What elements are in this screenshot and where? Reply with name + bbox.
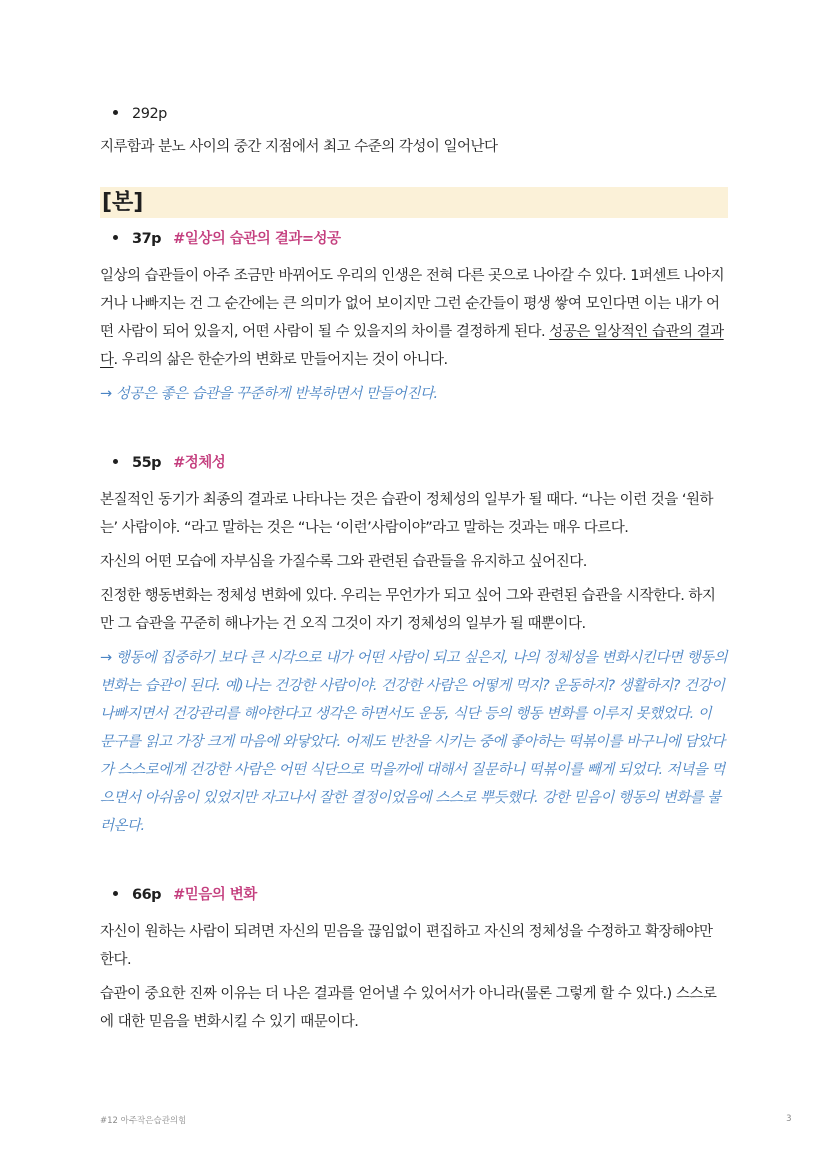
body-paragraph [100,262,728,374]
hashtag: #일상의 습관의 결과=성공 [173,231,341,247]
bullet-66p [100,878,728,912]
underlined-text: 성공은 일상적인 습관의 결과다 [100,324,724,368]
body-paragraph: 진정한 행동변화는 정체성 변화에 있다. 우리는 무언가가 되고 싶어 그와 관련된 습관을 시작한다. 하지만 그 습관을 꾸준히 해나가는 건 오직 그것이 자기 정체성의 일부가 될 때뿐이다. [100,588,716,632]
body-paragraph: 자신이 원하는 사람이 되려면 자신의 믿음을 끊임없이 편집하고 자신의 정체성을 수정하고 확장해야만 한다. [100,924,713,968]
bullet-292p [100,97,728,131]
page-ref: 66p [132,887,162,903]
paragraph-text-end: . 우리의 삶은 한순가의 변화로 만들어지는 것이 아니다. [113,352,448,368]
hashtag: #믿음의 변화 [173,887,257,903]
hashtag: #정체성 [173,455,226,471]
reflection-note: → 성공은 좋은 습관을 꾸준하게 반복하면서 만들어진다. [100,386,438,402]
body-paragraph: 자신의 어떤 모습에 자부심을 가질수록 그와 관련된 습관들을 유지하고 싶어진다. [100,554,587,570]
page-ref: 292p [132,106,167,122]
reflection-note: → 행동에 집중하기 보다 큰 시각으로 내가 어떤 사람이 되고 싶은지, 나의 정체성을 변화시킨다면 행동의 변화는 습관이 된다. 예)나는 건강한 사람이야. 건강한 사람은 어떻게 먹지? 운동하지? 생활하지? 건강이 나빠지면서 건강관리를 해야한다고 생각은 하면서도 운동, 식단 등의 행동 변화를 이루지 못했었다. 이 문구를 읽고 가장 크게 마음에 와닿았다. 어제도 반찬을 시키는 중에 좋아하는 떡볶이를 바구니에 담았다가 스스로에게 건강한 사람은 어떤 식단으로 먹을까에 대해서 질문하니 떡볶이를 빼게 되었다. 저녁을 먹으면서 아쉬움이 있었지만 자고나서 잘한 결정이었음에 스스로 뿌듯했다. 강한 믿음이 행동의 변화를 불러온다. [100,650,728,834]
page-number: 3 [786,1114,791,1124]
bullet-dot [113,891,118,896]
paragraph-text: 일상의 습관들이 아주 조금만 바뀌어도 우리의 인생은 전혀 다른 곳으로 나아갈 수 있다. 1퍼센트 나아지거나 나빠지는 건 그 순간에는 큰 의미가 없어 보이지만 그런 순간들이 평생 쌓여 모인다면 이는 내가 어떤 사람이 되어 있을지, 어떤 사람이 될 수 있을지의 차이를 결정하게 된다. [100,268,725,340]
page-ref: 55p [132,455,162,471]
bullet-dot [113,235,118,240]
section-heading: [본] [100,187,728,218]
bullet-dot [113,459,118,464]
footer-title: #12 아주작은습관의힘 [100,1116,187,1126]
body-paragraph: 본질적인 동기가 최종의 결과로 나타나는 것은 습관이 정체성의 일부가 될 때다. “나는 이런 것을 ‘원하는’ 사람이야. “라고 말하는 것은 “나는 ‘이런’사람이야”라고 말하는 것과는 매우 다르다. [100,492,714,536]
bullet-dot [113,110,118,115]
quote-paragraph: 지루함과 분노 사이의 중간 지점에서 최고 수준의 각성이 일어난다 [100,139,498,155]
page-content [100,97,728,1036]
body-paragraph: 습관이 중요한 진짜 이유는 더 나은 결과를 얻어낼 수 있어서가 아니라(물론 그렇게 할 수 있다.) 스스로에 대한 믿음을 변화시킬 수 있기 때문이다. [100,986,717,1030]
page-ref: 37p [132,231,162,247]
bullet-55p [100,446,728,480]
bullet-37p [100,222,728,256]
